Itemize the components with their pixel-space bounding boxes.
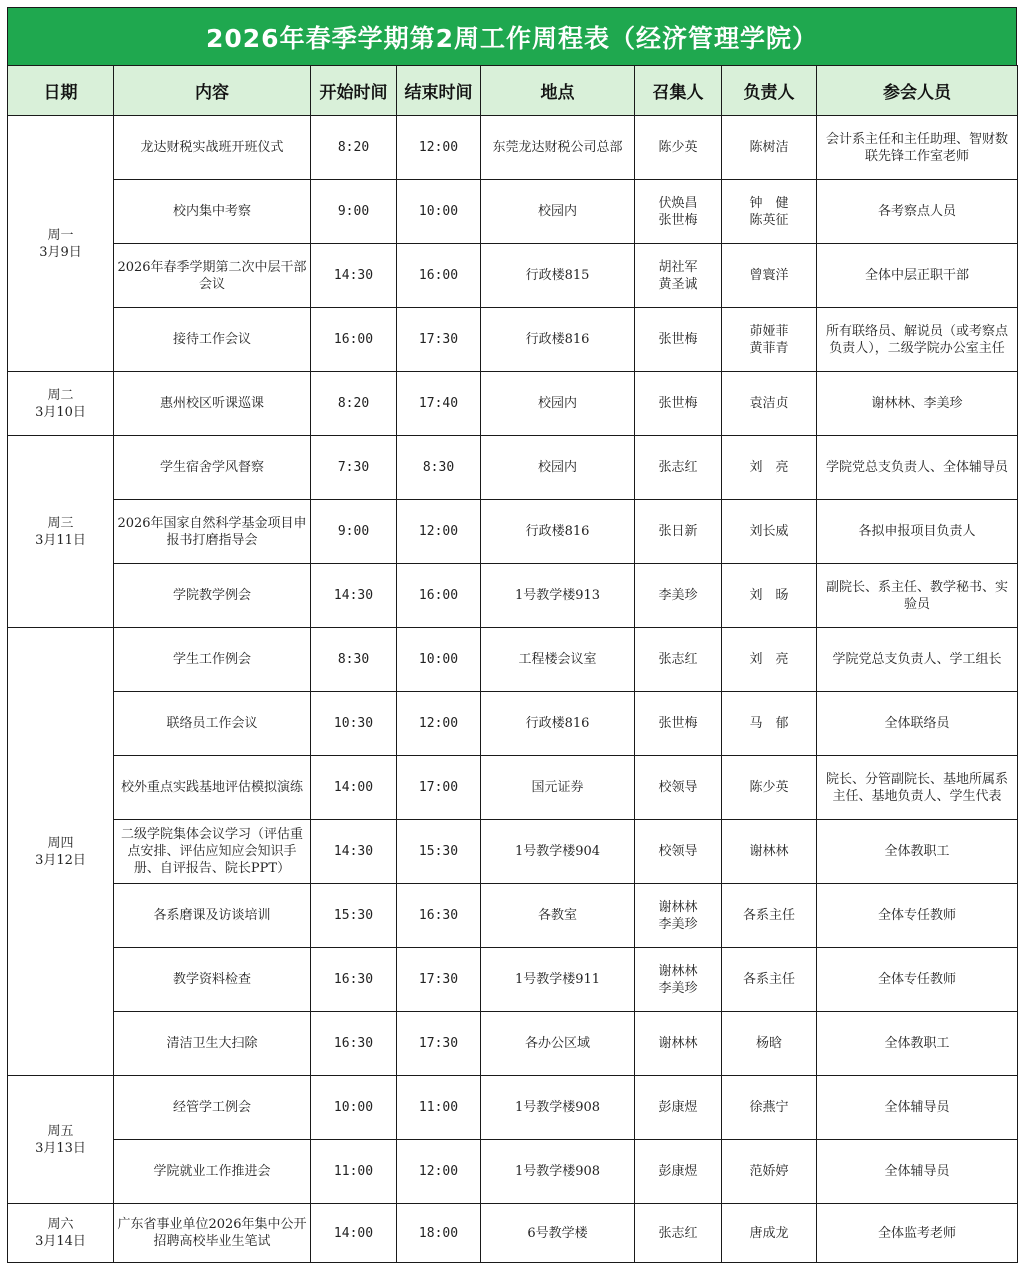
end-time-text: 16:00 xyxy=(418,588,459,603)
lead-text: 陈树洁 xyxy=(749,140,789,155)
attendees-text: 各拟申报项目负责人 xyxy=(858,524,976,539)
content-text: 经管学工例会 xyxy=(172,1100,251,1115)
end-time-text: 18:00 xyxy=(418,1225,459,1241)
start-time-text: 9:00 xyxy=(337,204,370,219)
lead-text: 刘长威 xyxy=(749,524,789,539)
lead-text: 刘 亮 xyxy=(749,460,789,475)
location-text: 行政楼816 xyxy=(525,332,590,347)
attendees-text: 全体教职工 xyxy=(884,844,950,859)
content-cell xyxy=(114,884,311,948)
end-time-text: 16:00 xyxy=(418,268,459,283)
attendees-cell xyxy=(817,1204,1018,1263)
convener-cell xyxy=(635,820,722,884)
table-row xyxy=(8,308,1018,372)
lead-cell xyxy=(722,884,817,948)
date-cell: 周一 3月9日 xyxy=(8,116,114,372)
schedule-sheet xyxy=(7,7,1017,1263)
start-time-text: 7:30 xyxy=(337,460,370,475)
attendees-text: 会计系主任和主任助理、智财数联先锋工作室老师 xyxy=(825,131,1008,164)
header-row xyxy=(8,66,1018,116)
location-text: 校园内 xyxy=(537,460,577,475)
end-time-cell xyxy=(397,756,481,820)
location-text: 行政楼816 xyxy=(525,716,590,731)
end-time-cell xyxy=(397,628,481,692)
convener-text: 校领导 xyxy=(658,780,698,795)
lead-text: 谢林林 xyxy=(749,844,789,859)
convener-cell xyxy=(635,692,722,756)
start-time-text: 10:00 xyxy=(333,1100,374,1115)
column-header: 负责人 xyxy=(722,66,817,116)
attendees-cell xyxy=(817,820,1018,884)
convener-text: 胡社军 黄圣诚 xyxy=(658,259,698,292)
start-time-cell xyxy=(311,116,397,180)
content-text: 学生宿舍学风督察 xyxy=(159,460,264,475)
start-time-cell xyxy=(311,500,397,564)
start-time-text: 14:30 xyxy=(333,268,374,283)
start-time-cell xyxy=(311,564,397,628)
content-text: 清洁卫生大扫除 xyxy=(166,1036,258,1051)
content-cell xyxy=(114,1140,311,1204)
convener-text: 张日新 xyxy=(658,524,698,539)
lead-cell xyxy=(722,628,817,692)
convener-text: 伏焕昌 张世梅 xyxy=(658,195,698,228)
attendees-text: 全体辅导员 xyxy=(884,1100,950,1115)
attendees-text: 学院党总支负责人、全体辅导员 xyxy=(825,460,1008,475)
location-text: 1号教学楼913 xyxy=(514,588,601,603)
location-cell xyxy=(481,436,635,500)
end-time-text: 12:00 xyxy=(418,1164,459,1179)
lead-text: 刘 旸 xyxy=(749,588,789,603)
convener-text: 张世梅 xyxy=(658,332,698,347)
start-time-cell xyxy=(311,1076,397,1140)
attendees-cell xyxy=(817,628,1018,692)
attendees-text: 所有联络员、解说员（或考察点负责人），二级学院办公室主任 xyxy=(825,323,1008,356)
start-time-cell xyxy=(311,1140,397,1204)
content-cell xyxy=(114,564,311,628)
start-time-text: 15:30 xyxy=(333,908,374,923)
convener-text: 李美珍 xyxy=(658,588,698,603)
content-text: 广东省事业单位2026年集中公开招聘高校毕业生笔试 xyxy=(117,1217,307,1249)
convener-cell xyxy=(635,1012,722,1076)
column-header: 召集人 xyxy=(635,66,722,116)
attendees-cell xyxy=(817,372,1018,436)
content-cell xyxy=(114,436,311,500)
end-time-cell xyxy=(397,500,481,564)
location-text: 各教室 xyxy=(537,908,577,923)
start-time-cell xyxy=(311,1012,397,1076)
table-row xyxy=(8,756,1018,820)
content-text: 龙达财税实战班开班仪式 xyxy=(140,140,284,155)
lead-cell xyxy=(722,308,817,372)
attendees-cell xyxy=(817,884,1018,948)
table-row xyxy=(8,948,1018,1012)
column-header: 开始时间 xyxy=(311,66,397,116)
location-cell xyxy=(481,372,635,436)
lead-cell xyxy=(722,948,817,1012)
start-time-text: 16:30 xyxy=(333,1036,374,1051)
end-time-cell xyxy=(397,884,481,948)
date-cell: 周二 3月10日 xyxy=(8,372,114,436)
end-time-cell xyxy=(397,1204,481,1263)
content-text: 学院就业工作推进会 xyxy=(153,1164,271,1179)
start-time-text: 8:20 xyxy=(337,140,370,155)
lead-cell xyxy=(722,564,817,628)
content-text: 学院教学例会 xyxy=(172,588,251,603)
attendees-text: 全体联络员 xyxy=(884,716,950,731)
lead-text: 马 郁 xyxy=(749,716,789,731)
location-text: 各办公区域 xyxy=(524,1036,590,1051)
lead-text: 各系主任 xyxy=(742,908,795,923)
content-cell xyxy=(114,372,311,436)
table-row xyxy=(8,1204,1018,1263)
lead-cell xyxy=(722,116,817,180)
column-header: 地点 xyxy=(481,66,635,116)
content-cell xyxy=(114,1012,311,1076)
content-cell xyxy=(114,948,311,1012)
end-time-text: 10:00 xyxy=(418,204,459,219)
lead-cell xyxy=(722,820,817,884)
convener-text: 张志红 xyxy=(658,1225,698,1241)
lead-text: 范娇婷 xyxy=(749,1164,789,1179)
column-header: 结束时间 xyxy=(397,66,481,116)
end-time-text: 12:00 xyxy=(418,716,459,731)
lead-cell xyxy=(722,180,817,244)
start-time-text: 16:00 xyxy=(333,332,374,347)
attendees-cell xyxy=(817,564,1018,628)
location-cell xyxy=(481,116,635,180)
attendees-text: 全体中层正职干部 xyxy=(864,268,969,283)
convener-cell xyxy=(635,372,722,436)
table-row xyxy=(8,1140,1018,1204)
attendees-cell xyxy=(817,692,1018,756)
attendees-cell xyxy=(817,308,1018,372)
start-time-text: 14:30 xyxy=(333,588,374,603)
lead-cell xyxy=(722,500,817,564)
end-time-text: 16:30 xyxy=(418,908,459,923)
location-cell xyxy=(481,500,635,564)
column-header: 内容 xyxy=(114,66,311,116)
content-cell xyxy=(114,244,311,308)
date-cell: 周四 3月12日 xyxy=(8,628,114,1076)
table-row xyxy=(8,436,1018,500)
table-row xyxy=(8,1012,1018,1076)
lead-text: 曾寰洋 xyxy=(749,268,789,283)
start-time-text: 14:00 xyxy=(333,780,374,795)
content-text: 接待工作会议 xyxy=(172,332,251,347)
table-row xyxy=(8,180,1018,244)
table-row xyxy=(8,884,1018,948)
convener-cell xyxy=(635,1076,722,1140)
end-time-cell xyxy=(397,948,481,1012)
end-time-cell xyxy=(397,372,481,436)
convener-cell xyxy=(635,180,722,244)
end-time-text: 17:30 xyxy=(418,1036,459,1051)
convener-text: 陈少英 xyxy=(658,140,698,155)
table-row xyxy=(8,628,1018,692)
lead-cell xyxy=(722,1140,817,1204)
content-cell xyxy=(114,180,311,244)
location-cell xyxy=(481,1204,635,1263)
attendees-text: 各考察点人员 xyxy=(877,204,956,219)
attendees-cell xyxy=(817,1012,1018,1076)
end-time-text: 17:40 xyxy=(418,396,459,411)
lead-text: 钟 健 陈英征 xyxy=(749,195,789,228)
table-row xyxy=(8,500,1018,564)
start-time-cell xyxy=(311,820,397,884)
location-text: 1号教学楼908 xyxy=(514,1164,601,1179)
location-cell xyxy=(481,564,635,628)
end-time-cell xyxy=(397,1140,481,1204)
attendees-text: 全体教职工 xyxy=(884,1036,950,1051)
lead-text: 刘 亮 xyxy=(749,652,789,667)
end-time-cell xyxy=(397,180,481,244)
start-time-text: 9:00 xyxy=(337,524,370,539)
attendees-text: 学院党总支负责人、学工组长 xyxy=(832,652,1002,667)
content-cell xyxy=(114,500,311,564)
attendees-text: 全体专任教师 xyxy=(877,972,956,987)
start-time-text: 10:30 xyxy=(333,716,374,731)
convener-text: 谢林林 xyxy=(658,1036,698,1051)
end-time-text: 8:30 xyxy=(422,460,455,475)
content-cell xyxy=(114,628,311,692)
date-cell: 周六 3月14日 xyxy=(8,1204,114,1263)
end-time-text: 10:00 xyxy=(418,652,459,667)
start-time-cell xyxy=(311,436,397,500)
table-row xyxy=(8,372,1018,436)
end-time-cell xyxy=(397,1076,481,1140)
start-time-cell xyxy=(311,1204,397,1263)
content-cell xyxy=(114,1204,311,1263)
attendees-cell xyxy=(817,1076,1018,1140)
location-text: 东莞龙达财税公司总部 xyxy=(492,140,623,155)
start-time-cell xyxy=(311,884,397,948)
start-time-text: 11:00 xyxy=(333,1164,374,1179)
location-cell xyxy=(481,884,635,948)
lead-text: 唐成龙 xyxy=(749,1225,789,1241)
lead-cell xyxy=(722,436,817,500)
table-row xyxy=(8,820,1018,884)
location-text: 行政楼816 xyxy=(525,524,590,539)
start-time-text: 8:20 xyxy=(337,396,370,411)
location-text: 1号教学楼908 xyxy=(514,1100,601,1115)
location-cell xyxy=(481,1140,635,1204)
convener-text: 谢林林 李美珍 xyxy=(658,899,698,932)
attendees-text: 谢林林、李美珍 xyxy=(871,396,963,411)
attendees-cell xyxy=(817,244,1018,308)
lead-cell xyxy=(722,244,817,308)
convener-cell xyxy=(635,116,722,180)
attendees-text: 全体专任教师 xyxy=(877,908,956,923)
lead-cell xyxy=(722,372,817,436)
convener-text: 校领导 xyxy=(658,844,698,859)
lead-text: 袁洁贞 xyxy=(749,396,789,411)
content-cell xyxy=(114,116,311,180)
convener-text: 张世梅 xyxy=(658,716,698,731)
end-time-text: 12:00 xyxy=(418,140,459,155)
table-row xyxy=(8,244,1018,308)
attendees-text: 副院长、系主任、教学秘书、实验员 xyxy=(825,579,1008,612)
content-text: 学生工作例会 xyxy=(172,652,251,667)
end-time-cell xyxy=(397,308,481,372)
content-text: 校内集中考察 xyxy=(172,204,251,219)
attendees-cell xyxy=(817,1140,1018,1204)
date-cell: 周三 3月11日 xyxy=(8,436,114,628)
end-time-cell xyxy=(397,244,481,308)
convener-cell xyxy=(635,1140,722,1204)
location-text: 校园内 xyxy=(537,396,577,411)
convener-cell xyxy=(635,500,722,564)
start-time-text: 14:00 xyxy=(333,1225,374,1241)
start-time-cell xyxy=(311,372,397,436)
attendees-cell xyxy=(817,116,1018,180)
end-time-text: 12:00 xyxy=(418,524,459,539)
end-time-cell xyxy=(397,692,481,756)
lead-cell xyxy=(722,692,817,756)
location-text: 行政楼815 xyxy=(525,268,590,283)
location-text: 校园内 xyxy=(537,204,577,219)
lead-text: 陈少英 xyxy=(749,780,789,795)
schedule-table xyxy=(7,65,1018,1263)
location-cell xyxy=(481,1012,635,1076)
start-time-cell xyxy=(311,948,397,1012)
start-time-text: 14:30 xyxy=(333,844,374,859)
start-time-cell xyxy=(311,628,397,692)
content-cell xyxy=(114,308,311,372)
end-time-text: 15:30 xyxy=(418,844,459,859)
convener-text: 张志红 xyxy=(658,652,698,667)
start-time-cell xyxy=(311,244,397,308)
location-cell xyxy=(481,1076,635,1140)
start-time-cell xyxy=(311,180,397,244)
lead-cell xyxy=(722,1076,817,1140)
attendees-text: 全体辅导员 xyxy=(884,1164,950,1179)
end-time-cell xyxy=(397,564,481,628)
location-cell xyxy=(481,628,635,692)
content-text: 联络员工作会议 xyxy=(166,716,258,731)
start-time-cell xyxy=(311,692,397,756)
lead-cell xyxy=(722,1012,817,1076)
end-time-text: 17:30 xyxy=(418,972,459,987)
end-time-cell xyxy=(397,436,481,500)
content-text: 教学资料检查 xyxy=(172,972,251,987)
convener-cell xyxy=(635,1204,722,1263)
start-time-cell xyxy=(311,756,397,820)
end-time-text: 17:30 xyxy=(418,332,459,347)
attendees-cell xyxy=(817,756,1018,820)
lead-text: 各系主任 xyxy=(742,972,795,987)
table-row xyxy=(8,1076,1018,1140)
table-row xyxy=(8,564,1018,628)
column-header: 参会人员 xyxy=(817,66,1018,116)
attendees-text: 全体监考老师 xyxy=(877,1225,956,1241)
location-text: 1号教学楼911 xyxy=(514,972,601,987)
lead-text: 杨晗 xyxy=(755,1036,782,1051)
convener-cell xyxy=(635,244,722,308)
location-text: 1号教学楼904 xyxy=(514,844,601,859)
location-text: 6号教学楼 xyxy=(527,1225,588,1241)
convener-cell xyxy=(635,884,722,948)
lead-cell xyxy=(722,1204,817,1263)
convener-text: 彭康煜 xyxy=(658,1164,698,1179)
start-time-cell xyxy=(311,308,397,372)
end-time-text: 11:00 xyxy=(418,1100,459,1115)
attendees-cell xyxy=(817,500,1018,564)
attendees-cell xyxy=(817,180,1018,244)
end-time-cell xyxy=(397,116,481,180)
end-time-cell xyxy=(397,1012,481,1076)
lead-cell xyxy=(722,756,817,820)
convener-cell xyxy=(635,948,722,1012)
start-time-text: 16:30 xyxy=(333,972,374,987)
convener-text: 张世梅 xyxy=(658,396,698,411)
content-text: 2026年春季学期第二次中层干部会议 xyxy=(117,259,307,292)
lead-text: 茆娅菲 黄菲青 xyxy=(749,323,789,356)
convener-cell xyxy=(635,436,722,500)
content-text: 各系磨课及访谈培训 xyxy=(153,908,271,923)
date-cell: 周五 3月13日 xyxy=(8,1076,114,1204)
content-text: 2026年国家自然科学基金项目申报书打磨指导会 xyxy=(117,515,307,548)
location-cell xyxy=(481,308,635,372)
location-cell xyxy=(481,756,635,820)
start-time-text: 8:30 xyxy=(337,652,370,667)
convener-text: 张志红 xyxy=(658,460,698,475)
convener-cell xyxy=(635,628,722,692)
location-cell xyxy=(481,820,635,884)
end-time-text: 17:00 xyxy=(418,780,459,795)
content-text: 校外重点实践基地评估模拟演练 xyxy=(120,780,303,795)
table-row xyxy=(8,116,1018,180)
lead-text: 徐燕宁 xyxy=(749,1100,789,1115)
location-text: 国元证券 xyxy=(531,780,584,795)
table-row xyxy=(8,692,1018,756)
location-text: 工程楼会议室 xyxy=(518,652,597,667)
location-cell xyxy=(481,180,635,244)
content-text: 二级学院集体会议学习（评估重点安排、评估应知应会知识手册、自评报告、院长PPT） xyxy=(120,827,303,876)
content-cell xyxy=(114,820,311,884)
attendees-cell xyxy=(817,948,1018,1012)
content-cell xyxy=(114,756,311,820)
content-cell xyxy=(114,692,311,756)
attendees-cell xyxy=(817,436,1018,500)
content-text: 惠州校区听课巡课 xyxy=(159,396,264,411)
attendees-text: 院长、分管副院长、基地所属系主任、基地负责人、学生代表 xyxy=(825,771,1008,804)
location-cell xyxy=(481,692,635,756)
convener-cell xyxy=(635,564,722,628)
content-cell xyxy=(114,1076,311,1140)
convener-cell xyxy=(635,756,722,820)
location-cell xyxy=(481,244,635,308)
location-cell xyxy=(481,948,635,1012)
convener-cell xyxy=(635,308,722,372)
convener-text: 谢林林 李美珍 xyxy=(658,963,698,996)
end-time-cell xyxy=(397,820,481,884)
convener-text: 彭康煜 xyxy=(658,1100,698,1115)
column-header: 日期 xyxy=(8,66,114,116)
page-title: 2026年春季学期第2周工作周程表（经济管理学院） xyxy=(7,7,1017,65)
